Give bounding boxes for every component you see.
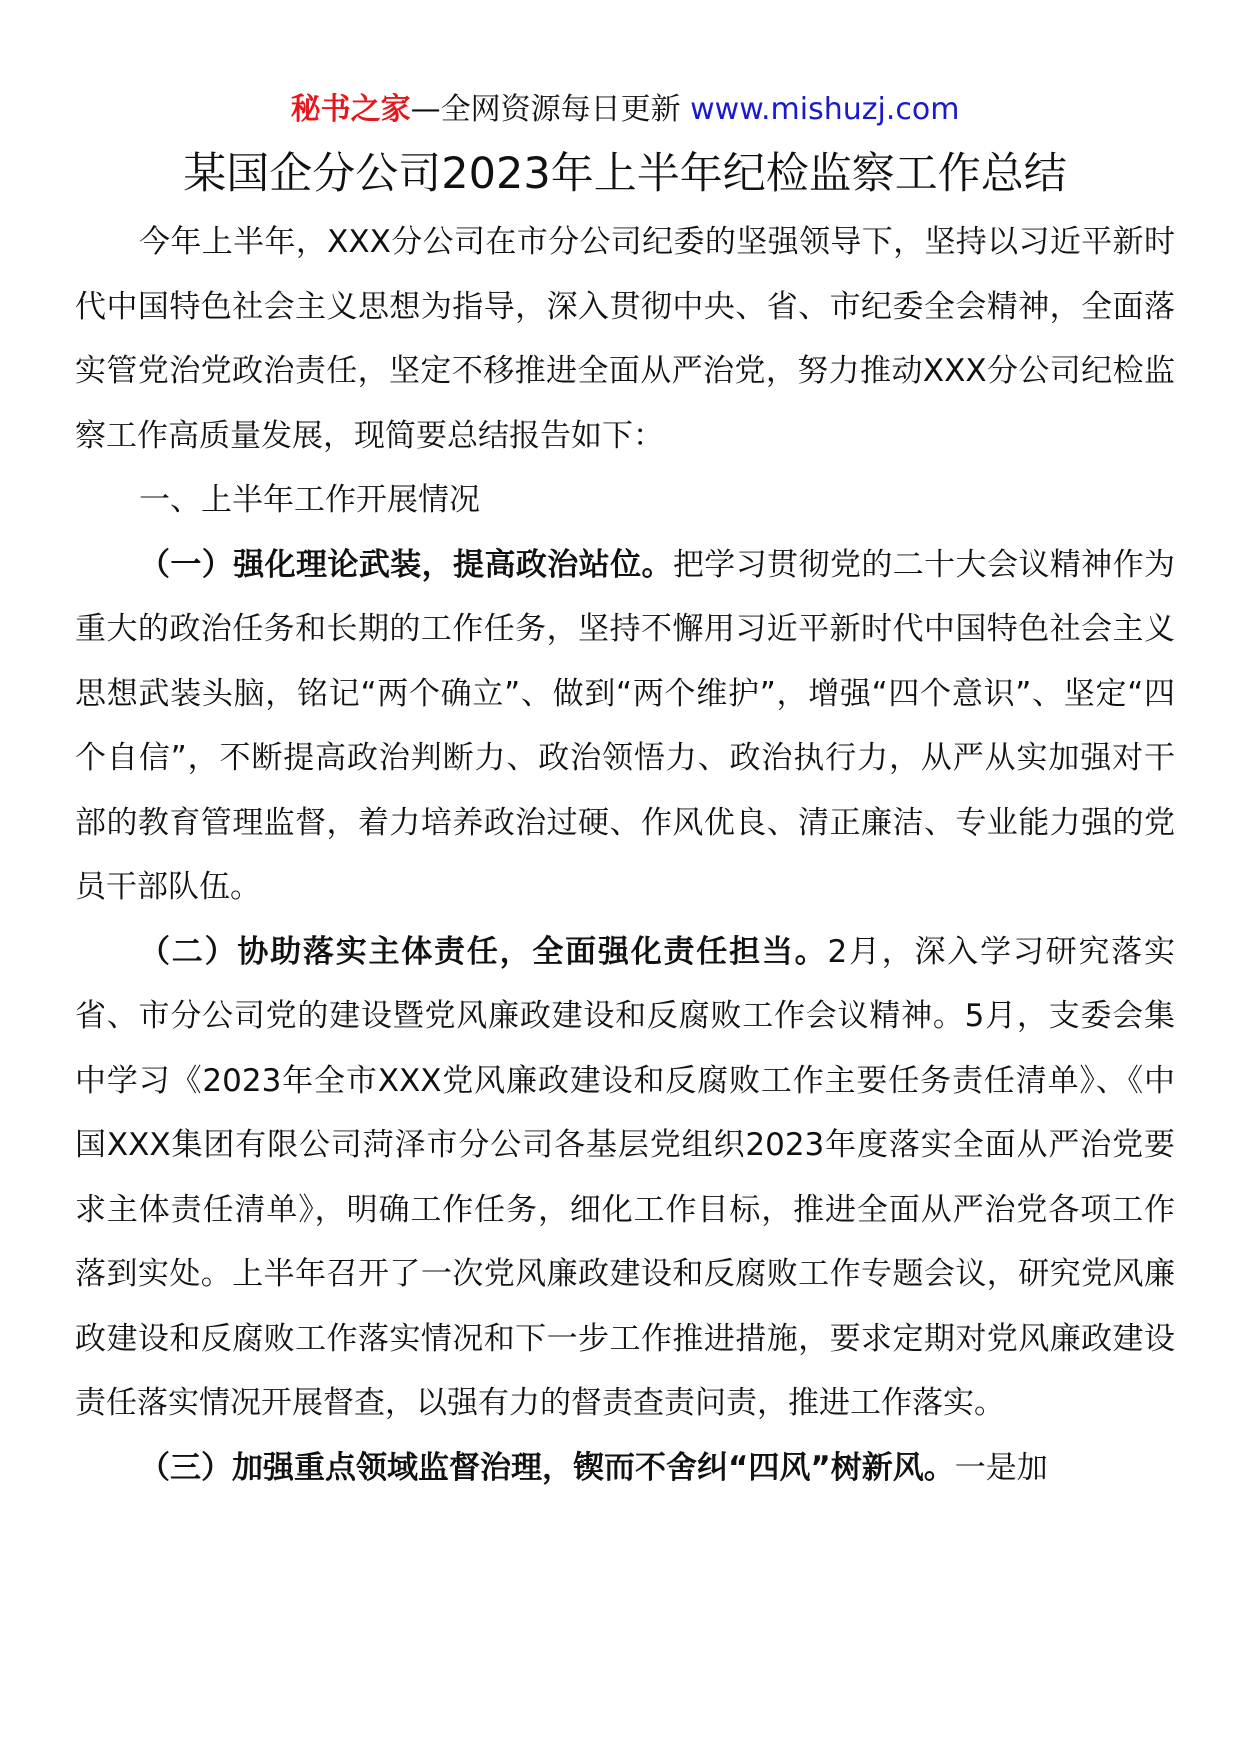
site-url-link[interactable]: www.mishuzj.com: [690, 92, 960, 127]
item-lead: （二）协助落实主体责任，全面强化责任担当。: [139, 933, 828, 970]
item-body: 2月，深入学习研究落实省、市分公司党的建设暨党风廉政建设和反腐败工作会议精神。5月，支委会集中学习《2023年全市XXX党风廉政建设和反腐败工作主要任务责任清单》、《中国XXX集团有限公司菏泽市分公司各基层党组织2023年度落实全面从严治党要求主体责任清单》，明确工作任务，细化工作目标，推进全面从严治党各项工作落到实处。上半年召开了一次党风廉政建设和反腐败工作专题会议，研究党风廉政建设和反腐败工作落实情况和下一步工作推进措施，要求定期对党风廉政建设责任落实情况开展督查，以强有力的督责查责问责，推进工作落实。: [75, 933, 1175, 1421]
site-banner: [75, 88, 1175, 132]
section-item-2: [75, 920, 1175, 1436]
banner-slogan: —全网资源每日更新: [410, 92, 681, 127]
document-page: [75, 88, 1175, 1500]
section-item-3: [75, 1436, 1175, 1501]
document-title: 某国企分公司2023年上半年纪检监察工作总结: [183, 149, 1067, 199]
section-heading: 一、上半年工作开展情况: [139, 482, 480, 518]
item-body: 把学习贯彻党的二十大会议精神作为重大的政治任务和长期的工作任务，坚持不懈用习近平新时代中国特色社会主义思想武装头脑，铭记“两个确立”、做到“两个维护”，增强“四个意识”、坚定“四个自信”，不断提高政治判断力、政治领悟力、政治执行力，从严从实加强对干部的教育管理监督，着力培养政治过硬、作风优良、清正廉洁、专业能力强的党员干部队伍。: [75, 546, 1175, 905]
brand-name: 秘书之家: [290, 92, 411, 127]
intro-paragraph: 今年上半年，XXX分公司在市分公司纪委的坚强领导下，坚持以习近平新时代中国特色社会主义思想为指导，深入贯彻中央、省、市纪委全会精神，全面落实管党治党政治责任，坚定不移推进全面从严治党，努力推动XXX分公司纪检监察工作高质量发展，现简要总结报告如下：: [75, 224, 1175, 454]
item-lead: （三）加强重点领域监督治理，锲而不舍纠“四风”树新风。: [139, 1449, 955, 1486]
item-lead: （一）强化理论武装，提高政治站位。: [139, 546, 673, 583]
item-body: 一是加: [954, 1449, 1048, 1486]
section-item-1: [75, 533, 1175, 920]
